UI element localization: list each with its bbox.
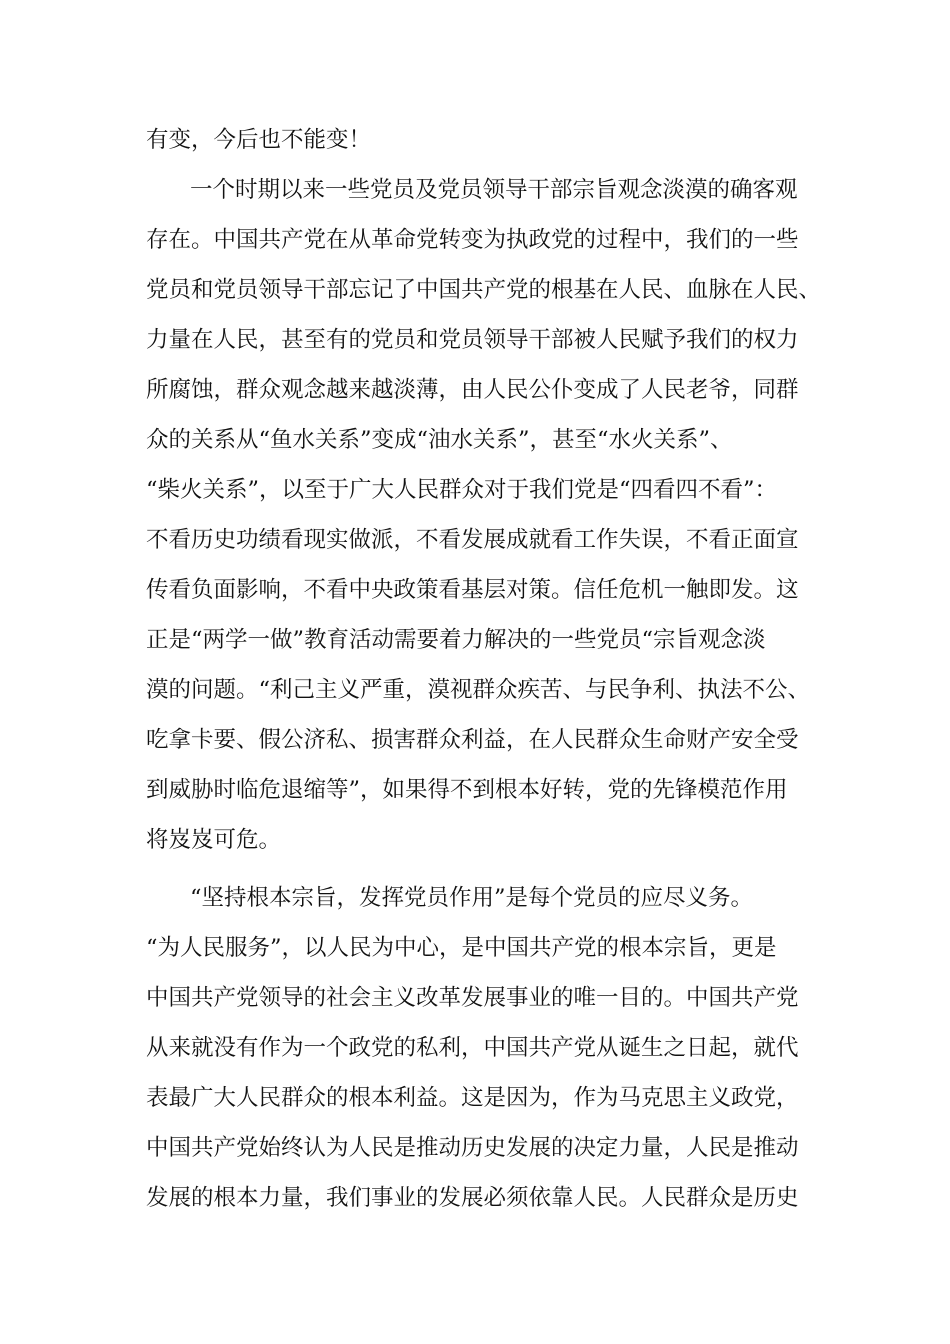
text-line: 表最广大人民群众的根本利益。这是因为，作为马克思主义政党， — [146, 1085, 799, 1111]
text-line: 正是“两学一做”教育活动需要着力解决的一些党员“宗旨观念淡 — [146, 627, 766, 653]
text-line: 吃拿卡要、假公济私、损害群众利益，在人民群众生命财产安全受 — [146, 727, 799, 753]
text-line: 漠的问题。“利己主义严重，漠视群众疾苦、与民争利、执法不公、 — [146, 677, 811, 703]
text-line: 存在。中国共产党在从革命党转变为执政党的过程中，我们的一些 — [146, 227, 799, 253]
text-line: “为人民服务”，以人民为中心，是中国共产党的根本宗旨，更是 — [146, 935, 777, 961]
text-line: 中国共产党领导的社会主义改革发展事业的唯一目的。中国共产党 — [146, 985, 799, 1011]
text-line: “柴火关系”，以至于广大人民群众对于我们党是“四看四不看”： — [146, 477, 778, 503]
text-line: 一个时期以来一些党员及党员领导干部宗旨观念淡漠的确客观 — [190, 177, 798, 203]
text-line: 到威胁时临危退缩等”，如果得不到根本好转，党的先锋模范作用 — [146, 777, 788, 803]
text-line: 众的关系从“鱼水关系”变成“油水关系”，甚至“水火关系”、 — [146, 427, 733, 453]
text-line: 党员和党员领导干部忘记了中国共产党的根基在人民、血脉在人民、 — [146, 277, 822, 303]
text-line: 有变，今后也不能变！ — [146, 127, 372, 153]
text-line: 力量在人民，甚至有的党员和党员领导干部被人民赋予我们的权力 — [146, 327, 799, 353]
text-line: 不看历史功绩看现实做派，不看发展成就看工作失误，不看正面宣 — [146, 527, 799, 553]
text-line: 中国共产党始终认为人民是推动历史发展的决定力量，人民是推动 — [146, 1135, 799, 1161]
text-line: 发展的根本力量，我们事业的发展必须依靠人民。人民群众是历史 — [146, 1185, 799, 1211]
text-line: 传看负面影响，不看中央政策看基层对策。信任危机一触即发。这 — [146, 577, 799, 603]
text-line: 所腐蚀，群众观念越来越淡薄，由人民公仆变成了人民老爷，同群 — [146, 377, 799, 403]
text-line: 将岌岌可危。 — [146, 827, 282, 853]
text-line: “坚持根本宗旨，发挥党员作用”是每个党员的应尽义务。 — [190, 885, 754, 911]
text-line: 从来就没有作为一个政党的私利，中国共产党从诞生之日起，就代 — [146, 1035, 799, 1061]
